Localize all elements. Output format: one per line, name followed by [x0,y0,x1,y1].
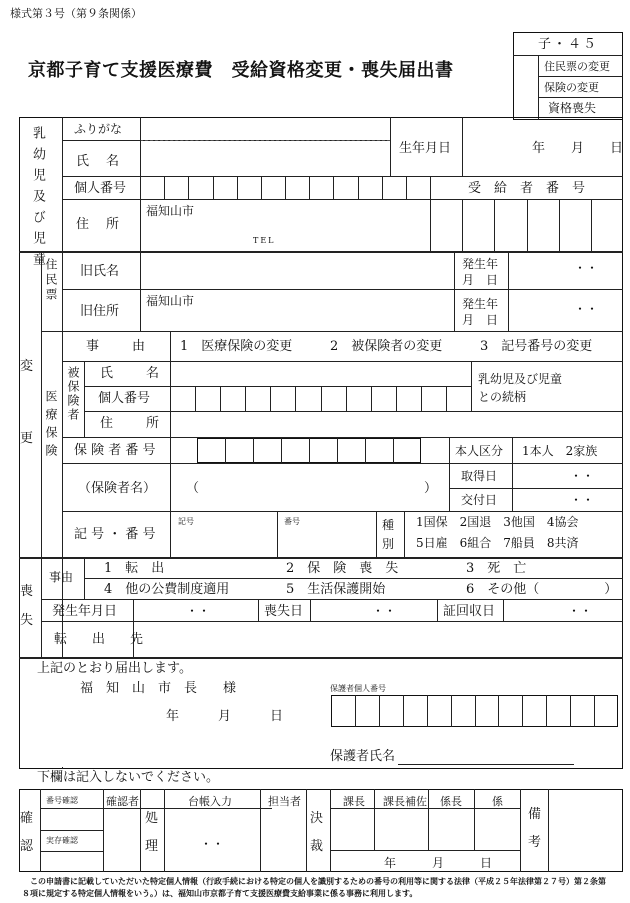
cert-return-dots[interactable]: ・・ [568,604,593,618]
form-number: 様式第３号（第９条関係） [10,7,142,20]
guardian-name-field[interactable] [398,764,574,765]
insurer-number-cell-divider [225,438,226,463]
change-section-label-1: 変 [20,359,34,374]
declaration-text: 上記のとおり届出します。 [37,661,192,676]
insured-name-label: 氏 名 [100,366,170,381]
loss-move-out[interactable]: 1 転 出 [104,561,165,576]
old-address-label: 旧住所 [80,304,120,319]
section-chief-label: 課長 [343,795,365,808]
guardian-number-cell-divider [451,695,452,727]
recipient-number-label: 受 給 者 番 号 [468,181,586,196]
moved-to-field[interactable] [135,622,621,656]
number-small-label: 番号 [284,517,300,526]
ledger-dots[interactable]: ・・ [200,837,225,851]
guardian-number-cell-divider [379,695,380,727]
types-row-1[interactable]: 1国保 2国退 3他国 4協会 [416,515,579,529]
office-date[interactable]: 年 月 日 [384,856,493,870]
deputy-label: 課長補佐 [383,795,427,808]
acquired-date-dots[interactable]: ・・ [570,469,595,483]
infant-section-label: 乳幼児及び児童 [30,126,45,273]
number-check-label: 番号確認 [46,796,78,805]
insured-number-cell-divider [245,386,246,411]
resident-occurred-label-2: 発生年月 日 [462,297,499,327]
addressee: 福 知 山 市 長 様 [80,681,237,696]
insured-number-cell-divider [321,386,322,411]
insurer-name-paren-open: （ [186,481,200,496]
loss-date-label: 喪失日 [264,604,304,619]
tel-label: TEL [253,236,276,245]
issued-date-dots[interactable]: ・・ [570,493,595,507]
guardian-number-cell-divider [594,695,595,727]
self-category-options[interactable]: 1本人 2家族 [522,444,598,458]
privacy-footer: この申請書に記載していただいた特定個人情報（行政手続における特定の個人を識別するための番号の利用等に関する法律（平成２５年法律第２７号）第２条第８項に規定する特定個人情報をいう。）は、福知山市京都子育て支援医療費支給事業に係る事務に利用します。 [22,876,606,898]
guardian-number-label: 保護者個人番号 [330,684,386,693]
insured-personal-number-label: 個人番号 [98,391,151,406]
form-code: 子・４５ [538,37,599,52]
insurer-number-cell-divider [393,438,394,463]
insured-number-cell-divider [270,386,271,411]
insured-number-cell-divider [220,386,221,411]
insured-label: 被保険者 [66,366,80,422]
old-name-label: 旧氏名 [80,264,120,279]
resident-occurred-label-1: 発生年月 日 [462,257,499,287]
process-label-1: 処 [145,811,159,826]
loss-other-public[interactable]: 4 他の公費制度適用 [104,582,230,597]
recipient-number-cell-divider [462,199,463,251]
guardian-number-cell-divider [570,695,571,727]
acquired-date-label: 取得日 [461,469,498,483]
office-note: 下欄は記入しないでください。 [37,770,220,785]
actual-check-label: 実存確認 [46,836,78,845]
personal-number-cell-divider [406,176,407,199]
issued-date-label: 交付日 [461,493,498,507]
resident-date-dots-2[interactable]: ・・ [574,302,599,316]
recipient-number-cell-divider [494,199,495,251]
loss-section-label-2: 失 [20,613,34,628]
resident-label: 住民票 [44,258,58,303]
symbol-small-label: 記号 [178,517,194,526]
insured-number-cell-divider [371,386,372,411]
reason-insurance-change[interactable]: 1 医療保険の変更 [180,339,293,354]
guardian-number-cell-divider [427,695,428,727]
infant-name-field[interactable] [142,142,388,174]
insured-address-label: 住 所 [100,416,170,431]
insured-number-cell-divider [346,386,347,411]
reason-symbol-change[interactable]: 3 記号番号の変更 [480,339,593,354]
guardian-name-label: 保護者氏名 [330,749,396,764]
insurer-number-cell-divider [253,438,254,463]
furigana-label: ふりがな [74,122,123,136]
insured-number-cell-divider [295,386,296,411]
guardian-number-cell-divider [522,695,523,727]
personal-number-cell-divider [285,176,286,199]
old-address-value[interactable]: 福知山市 [146,294,195,308]
personal-number-cell-divider [188,176,189,199]
symbol-number-label: 記 号 ・ 番 号 [74,527,156,542]
self-category-label: 本人区分 [455,444,504,458]
guardian-number-cell-divider [403,695,404,727]
option-resident-change[interactable]: 住民票の変更 [544,60,610,73]
guardian-number-cell-divider [546,695,547,727]
birth-date-value[interactable]: 年 月 日 [532,141,624,156]
cert-return-label: 証回収日 [443,604,496,619]
declaration-date[interactable]: 年 月 日 [166,709,284,724]
insurance-label: 医療保険 [44,390,58,462]
relation-label: 乳幼児及び児童との続柄 [478,372,563,404]
approval-label-2: 裁 [310,839,324,854]
infant-address-label: 住 所 [76,217,122,232]
insurer-number-cell-divider [281,438,282,463]
recipient-number-cell-divider [591,199,592,251]
personal-number-label: 個人番号 [74,181,127,196]
insurer-number-label: 保 険 者 番 号 [74,443,156,458]
guardian-number-cell-divider [475,695,476,727]
page-title: 京都子育て支援医療費 受給資格変更・喪失届出書 [28,60,454,81]
loss-birth-date-dots[interactable]: ・・ [186,604,211,618]
reason-label: 事 由 [86,339,156,354]
type-label: 種別 [382,518,395,551]
approval-label-1: 決 [310,811,324,826]
types-row-2[interactable]: 5日雇 6組合 7船員 8共済 [416,536,579,550]
insured-number-cell-divider [421,386,422,411]
ledger-label: 台帳入力 [188,795,232,808]
personal-number-cell-divider [213,176,214,199]
loss-death[interactable]: 3 死 亡 [466,561,527,576]
moved-to-label: 転 出 先 [54,632,150,647]
personal-number-cell-divider [237,176,238,199]
remarks-label-1: 備 [528,807,542,822]
loss-insurance-loss[interactable]: 2 保 険 喪 失 [286,561,399,576]
resident-date-dots-1[interactable]: ・・ [574,261,599,275]
recipient-number-cell-divider [527,199,528,251]
personal-number-cell-divider [333,176,334,199]
process-label-2: 理 [145,839,159,854]
recipient-number-cell-divider [559,199,560,251]
loss-date-dots[interactable]: ・・ [372,604,397,618]
personal-number-cell-divider [358,176,359,199]
remarks-label-2: 考 [528,835,542,850]
loss-section-label-1: 喪 [20,584,34,599]
staff-label: 担当者 [268,795,301,808]
option-insurance-change[interactable]: 保険の変更 [544,81,599,94]
infant-name-label: 氏 名 [76,154,122,169]
confirm-label-1: 確 [20,811,34,826]
insurer-name-paren-close: ） [424,481,438,496]
chief-label: 係長 [440,795,462,808]
personal-number-cell-divider [261,176,262,199]
option-eligibility-loss[interactable]: 資格喪失 [548,101,597,115]
reason-insured-change[interactable]: 2 被保険者の変更 [330,339,443,354]
insurer-number-cell-divider [337,438,338,463]
birth-date-label: 生年月日 [399,141,452,156]
change-section-label-2: 更 [20,431,34,446]
insurer-number-cell-divider [309,438,310,463]
insured-number-cell-divider [446,386,447,411]
personal-number-cell-divider [164,176,165,199]
loss-welfare-start[interactable]: 5 生活保護開始 [286,582,386,597]
confirm-label-2: 認 [20,839,34,854]
guardian-number-cell-divider [355,695,356,727]
insured-number-cell-divider [195,386,196,411]
personal-number-cell-divider [309,176,310,199]
guardian-number-cell-divider [498,695,499,727]
insurer-name-label: （保険者名） [78,481,157,496]
personal-number-cell-divider [382,176,383,199]
infant-address-value[interactable]: 福知山市 [146,204,195,218]
loss-birth-date-label: 発生年月日 [52,604,118,619]
insurer-number-cell-divider [365,438,366,463]
loss-reason-label: 事由 [49,570,74,584]
confirmer-label: 確認者 [106,795,139,808]
loss-other[interactable]: 6 その他（ ） [466,582,618,597]
insured-number-cell-divider [396,386,397,411]
member-label: 係 [492,795,503,808]
